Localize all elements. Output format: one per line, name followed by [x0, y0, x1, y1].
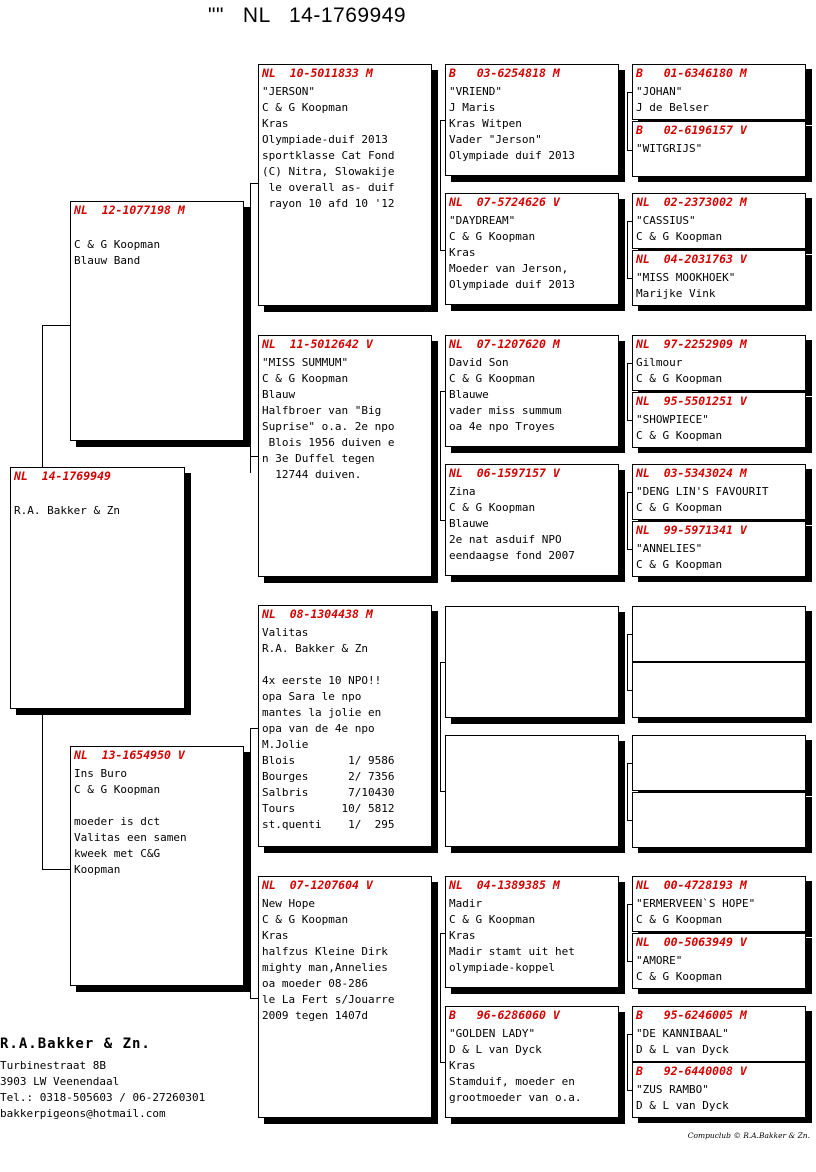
detail-line: Moeder van Jerson, [449, 262, 569, 275]
detail-line: Blauw [262, 388, 296, 401]
ring-number: NL 95-5501251 V [636, 394, 747, 408]
pigeon-card-g12[interactable] [632, 792, 806, 848]
detail-line: 2009 tegen 1407d [262, 1009, 368, 1022]
detail-line: "DENG LIN'S FAVOURIT [636, 485, 769, 498]
pigeon-card-g10[interactable] [632, 662, 806, 718]
pigeon-details [446, 752, 618, 755]
detail-line: Marijke Vink [636, 287, 716, 300]
connector-line [250, 183, 251, 473]
detail-line: Vader "Jerson" [449, 133, 542, 146]
detail-line: halfzus Kleine Dirk [262, 945, 388, 958]
pigeon-details [446, 893, 618, 976]
detail-line: "AMORE" [636, 954, 683, 967]
ring-number: B 96-6286060 V [449, 1008, 560, 1022]
detail-line: C & G Koopman [636, 429, 723, 442]
connector-line [250, 456, 258, 457]
detail-line [74, 798, 243, 814]
detail-line: mantes la jolie en [262, 706, 382, 719]
detail-line: "MISS MOOKHOEK" [636, 271, 736, 284]
software-credit: Compuclub © R.A.Bakker & Zn. [687, 1131, 810, 1140]
detail-line: n 3e Duffel tegen [262, 452, 375, 465]
detail-line: 12744 duiven. [262, 468, 362, 481]
detail-line: Suprise" o.a. 2e npo [262, 420, 395, 433]
ring-number: NL 04-1389385 M [449, 878, 560, 892]
connector-line [440, 791, 445, 792]
detail-line: oa 4e npo Troyes [449, 420, 555, 433]
ring-number: NL 04-2031763 V [636, 252, 747, 266]
ring-number: NL 07-1207604 V [262, 878, 373, 892]
pigeon-card-mmm[interactable] [445, 1006, 619, 1118]
detail-line: Zina [449, 485, 476, 498]
pigeon-card-mff[interactable] [445, 606, 619, 718]
pigeon-card-fm[interactable] [258, 335, 432, 577]
detail-line: C & G Koopman [449, 913, 536, 926]
detail-line: Kras [449, 1059, 476, 1072]
ring-number: B 02-6196157 V [636, 123, 747, 137]
detail-line [262, 657, 431, 673]
pigeon-card-g7[interactable] [632, 464, 806, 520]
detail-line: (C) Nitra, Slowakije [262, 165, 395, 178]
pigeon-card-mmf[interactable] [445, 876, 619, 988]
detail-line: Bourges 2/ 7356 [262, 770, 395, 783]
pigeon-details [259, 622, 431, 833]
connector-line [627, 221, 632, 222]
ring-number: NL 00-4728193 M [636, 878, 747, 892]
detail-line: oa moeder 08-286 [262, 977, 368, 990]
connector-line [250, 998, 258, 999]
detail-line: "DE KANNIBAAL" [636, 1027, 729, 1040]
detail-line: "MISS SUMMUM" [262, 356, 349, 369]
connector-line [627, 690, 632, 691]
detail-line [14, 487, 184, 503]
detail-line: 4x eerste 10 NPO!! [262, 674, 382, 687]
detail-line: kweek met C&G [74, 847, 161, 860]
connector-line [440, 391, 441, 520]
connector-line [627, 1090, 632, 1091]
detail-line: C & G Koopman [449, 372, 536, 385]
ring-number [633, 793, 805, 809]
detail-line: grootmoeder van o.a. [449, 1091, 582, 1104]
detail-line: David Son [449, 356, 509, 369]
pigeon-card-g13[interactable] [632, 876, 806, 932]
detail-line: le La Fert s/Jouarre [262, 993, 395, 1006]
pigeon-card-ffm[interactable] [445, 193, 619, 305]
detail-line: Stamduif, moeder en [449, 1075, 575, 1088]
connector-line [627, 1034, 632, 1035]
connector-line [42, 869, 70, 870]
detail-line: "WITGRIJS" [636, 142, 703, 155]
detail-line: "GOLDEN LADY" [449, 1027, 536, 1040]
breeder-city: 3903 LW Veenendaal [0, 1075, 120, 1088]
pigeon-details [633, 481, 805, 516]
connector-line [627, 1034, 628, 1090]
connector-line [440, 1062, 445, 1063]
connector-line [627, 363, 632, 364]
ring-number [633, 663, 805, 679]
detail-line: "CASSIUS" [636, 214, 696, 227]
detail-line: Gilmour [636, 356, 683, 369]
detail-line: Halfbroer van "Big [262, 404, 382, 417]
pigeon-card-mm[interactable] [258, 876, 432, 1118]
connector-line [440, 250, 445, 251]
connector-line [627, 420, 632, 421]
pigeon-details [446, 481, 618, 564]
detail-line: Tours 10/ 5812 [262, 802, 395, 815]
breeder-contact [0, 1036, 205, 1122]
detail-line: eendaagse fond 2007 [449, 549, 575, 562]
connector-line [42, 325, 70, 326]
connector-line [627, 363, 628, 420]
connector-line [627, 221, 628, 278]
pigeon-details [633, 409, 805, 444]
detail-line: "VRIEND" [449, 85, 502, 98]
breeder-name: R.A.Bakker & Zn. [0, 1036, 151, 1052]
pigeon-details [633, 623, 805, 626]
detail-line: D & L van Dyck [636, 1099, 729, 1112]
detail-line: J Maris [449, 101, 496, 114]
ring-number: B 03-6254818 M [449, 66, 560, 80]
pigeon-details [633, 267, 805, 302]
detail-line: C & G Koopman [636, 372, 723, 385]
pigeon-details [259, 81, 431, 212]
pigeon-details [446, 210, 618, 293]
pigeon-card-mf[interactable] [258, 605, 432, 847]
connector-line [627, 549, 632, 550]
detail-line: C & G Koopman [636, 913, 723, 926]
detail-line: sportklasse Cat Fond [262, 149, 395, 162]
detail-line: rayon 10 afd 10 '12 [262, 197, 395, 210]
detail-line: opa Sara le npo [262, 690, 362, 703]
detail-line: Ins Buro [74, 767, 127, 780]
breeder-phone: Tel.: 0318-505603 / 06-27260301 [0, 1091, 206, 1104]
detail-line: opa van de 4e npo [262, 722, 375, 735]
detail-line: Kras [262, 117, 289, 130]
detail-line: Olympiade duif 2013 [449, 278, 575, 291]
pigeon-details [633, 1079, 805, 1114]
connector-line [440, 662, 441, 791]
connector-line [627, 92, 632, 93]
pigeon-details [633, 679, 805, 682]
detail-line: C & G Koopman [636, 230, 723, 243]
pigeon-details [446, 81, 618, 164]
detail-line: "JERSON" [262, 85, 315, 98]
detail-line: Kras Witpen [449, 117, 522, 130]
pigeon-details [633, 893, 805, 928]
ring-number: NL 97-2252909 M [636, 337, 747, 351]
connector-line [627, 492, 632, 493]
detail-line: Valitas een samen [74, 831, 187, 844]
ring-number: B 92-6440008 V [636, 1064, 747, 1078]
detail-line: Valitas [262, 626, 309, 639]
detail-line: J de Belser [636, 101, 709, 114]
ring-number: NL 11-5012642 V [262, 337, 373, 351]
pigeon-card-g5[interactable] [632, 335, 806, 391]
connector-line [42, 709, 43, 869]
detail-line: Blauwe [449, 517, 489, 530]
pedigree-title: "" NL 14-1769949 [208, 4, 407, 27]
detail-line: C & G Koopman [74, 238, 161, 251]
pigeon-card-fmm[interactable] [445, 464, 619, 576]
pigeon-card-g2[interactable] [632, 121, 806, 177]
ring-number: NL 07-5724626 V [449, 195, 560, 209]
connector-line [440, 520, 445, 521]
connector-line [627, 634, 628, 690]
ring-number: B 95-6246005 M [636, 1008, 747, 1022]
pigeon-details [633, 81, 805, 116]
connector-line [627, 634, 632, 635]
detail-line: olympiade-koppel [449, 961, 555, 974]
pigeon-details [71, 218, 243, 269]
connector-line [440, 120, 445, 121]
connector-line [627, 961, 632, 962]
detail-line: Blois 1956 duiven e [262, 436, 395, 449]
detail-line: "JOHAN" [636, 85, 683, 98]
ring-number: NL 02-2373002 M [636, 195, 747, 209]
pigeon-card-g14[interactable] [632, 933, 806, 989]
pigeon-card-g3[interactable] [632, 193, 806, 249]
detail-line: C & G Koopman [636, 558, 723, 571]
pigeon-card-father[interactable] [70, 201, 244, 441]
pigeon-details [633, 538, 805, 573]
connector-line [440, 933, 441, 1062]
detail-line: New Hope [262, 897, 315, 910]
connector-line [440, 120, 441, 250]
connector-line [627, 92, 628, 150]
pigeon-details [633, 752, 805, 755]
pigeon-card-fmf[interactable] [445, 335, 619, 447]
pigeon-card-g8[interactable] [632, 521, 806, 577]
detail-line: "ERMERVEEN`S HOPE" [636, 897, 756, 910]
connector-line [42, 325, 43, 468]
connector-line [627, 763, 628, 820]
detail-line: le overall as- duif [262, 181, 395, 194]
detail-line: Olympiade duif 2013 [449, 149, 575, 162]
breeder-address: Turbinestraat 8B [0, 1059, 106, 1072]
pigeon-details [446, 352, 618, 435]
pigeon-details [633, 210, 805, 245]
pigeon-card-g16[interactable] [632, 1062, 806, 1118]
detail-line: C & G Koopman [262, 372, 349, 385]
ring-number: NL 08-1304438 M [262, 607, 373, 621]
detail-line: Blauwe [449, 388, 489, 401]
pigeon-card-g4[interactable] [632, 250, 806, 306]
pigeon-details [259, 352, 431, 483]
pigeon-card-fff[interactable] [445, 64, 619, 176]
ring-number [446, 736, 618, 752]
detail-line: R.A. Bakker & Zn [14, 504, 120, 517]
pigeon-card-mfm[interactable] [445, 735, 619, 847]
ring-number: NL 06-1597157 V [449, 466, 560, 480]
connector-line [627, 278, 632, 279]
pigeon-card-subject[interactable] [10, 467, 185, 709]
detail-line: C & G Koopman [636, 970, 723, 983]
ring-number: NL 10-5011833 M [262, 66, 373, 80]
detail-line: 2e nat asduif NPO [449, 533, 562, 546]
detail-line: Madir [449, 897, 483, 910]
ring-number: B 01-6346180 M [636, 66, 747, 80]
connector-line [627, 150, 632, 151]
detail-line: Kras [449, 929, 476, 942]
detail-line: mighty man,Annelies [262, 961, 388, 974]
ring-number: NL 99-5971341 V [636, 523, 747, 537]
pigeon-details [633, 950, 805, 985]
detail-line: R.A. Bakker & Zn [262, 642, 368, 655]
ring-number: NL 12-1077198 M [74, 203, 185, 217]
pigeon-details [71, 763, 243, 878]
detail-line: M.Jolie [262, 738, 309, 751]
detail-line: "SHOWPIECE" [636, 413, 709, 426]
detail-line: vader miss summum [449, 404, 562, 417]
connector-line [627, 492, 628, 549]
connector-line [627, 763, 632, 764]
detail-line: st.quenti 1/ 295 [262, 818, 395, 831]
detail-line [74, 221, 243, 237]
detail-line: "ZUS RAMBO" [636, 1083, 709, 1096]
detail-line: D & L van Dyck [636, 1043, 729, 1056]
detail-line: "ANNELIES" [636, 542, 703, 555]
pigeon-details [446, 1023, 618, 1106]
pigeon-details [259, 893, 431, 1024]
detail-line: Olympiade-duif 2013 [262, 133, 388, 146]
detail-line: "DAYDREAM" [449, 214, 516, 227]
pigeon-details [633, 138, 805, 157]
pigeon-details [633, 809, 805, 812]
detail-line: moeder is dct [74, 815, 161, 828]
detail-line: Madir stamt uit het [449, 945, 575, 958]
detail-line: C & G Koopman [449, 501, 536, 514]
pigeon-card-g9[interactable] [632, 606, 806, 662]
ring-number: NL 07-1207620 M [449, 337, 560, 351]
detail-line: C & G Koopman [74, 783, 161, 796]
connector-line [627, 904, 632, 905]
detail-line: Salbris 7/10430 [262, 786, 395, 799]
connector-line [250, 728, 251, 998]
detail-line: D & L van Dyck [449, 1043, 542, 1056]
pigeon-card-g11[interactable] [632, 735, 806, 791]
detail-line: Blois 1/ 9586 [262, 754, 395, 767]
breeder-email[interactable]: bakkerpigeons@hotmail.com [0, 1107, 166, 1120]
pigeon-card-mother[interactable] [70, 746, 244, 986]
detail-line: Koopman [74, 863, 121, 876]
ring-number: NL 00-5063949 V [636, 935, 747, 949]
detail-line: Kras [449, 246, 476, 259]
pigeon-details [633, 1023, 805, 1058]
ring-number [633, 736, 805, 752]
pigeon-details [446, 623, 618, 626]
detail-line: C & G Koopman [636, 501, 723, 514]
connector-line [440, 662, 445, 663]
detail-line: C & G Koopman [262, 913, 349, 926]
ring-number [446, 607, 618, 623]
connector-line [627, 904, 628, 961]
ring-number [633, 607, 805, 623]
connector-line [440, 933, 445, 934]
pigeon-details [11, 484, 184, 519]
detail-line: C & G Koopman [449, 230, 536, 243]
detail-line: C & G Koopman [262, 101, 349, 114]
pigeon-card-g15[interactable] [632, 1006, 806, 1062]
ring-number: NL 13-1654950 V [74, 748, 185, 762]
detail-line: Blauw Band [74, 254, 141, 267]
connector-line [440, 391, 445, 392]
connector-line [250, 728, 258, 729]
ring-number: NL 03-5343024 M [636, 466, 747, 480]
ring-number: NL 14-1769949 [14, 469, 111, 483]
pigeon-card-g6[interactable] [632, 392, 806, 448]
pigeon-card-ff[interactable] [258, 64, 432, 306]
connector-line [627, 820, 632, 821]
detail-line: Kras [262, 929, 289, 942]
connector-line [250, 183, 258, 184]
pigeon-card-g1[interactable] [632, 64, 806, 120]
pigeon-details [633, 352, 805, 387]
